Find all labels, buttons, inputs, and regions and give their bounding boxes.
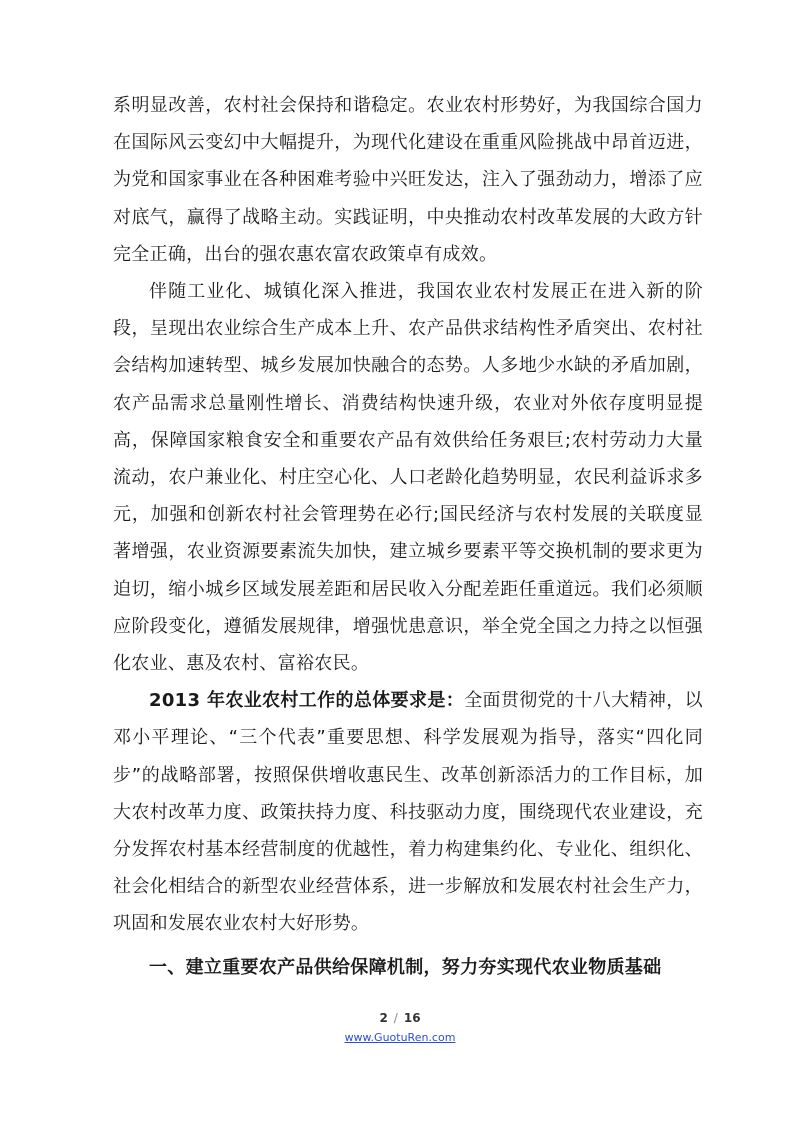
page-number: [0, 1010, 800, 1026]
paragraph-3-lead: 2013 年农业农村工作的总体要求是：: [149, 690, 465, 712]
site-link[interactable]: www.GuotuRen.com: [344, 1031, 456, 1044]
document-body: [113, 87, 703, 986]
page-current: 2: [379, 1011, 388, 1025]
paragraph-3-body: 全面贯彻党的十八大精神，以邓小平理论、“三个代表”重要思想、科学发展观为指导，落实“四化同步”的战略部署，按照保供增收惠民生、改革创新添活力的工作目标，加大农村改革力度、政策扶持力度、科技驱动力度，围绕现代农业建设，充分发挥农村基本经营制度的优越性，着力构建集约化、专业化、组织化、社会化相结合的新型农业经营体系，进一步解放和发展农村社会生产力，巩固和发展农业农村大好形势。: [113, 690, 703, 935]
paragraph-3: [113, 682, 703, 942]
section-heading: 一、建立重要农产品供给保障机制，努力夯实现代农业物质基础: [149, 956, 662, 978]
paragraph-1: 系明显改善，农村社会保持和谐稳定。农业农村形势好，为我国综合国力在国际风云变幻中大幅提升，为现代化建设在重重风险挑战中昂首迈进，为党和国家事业在各种困难考验中兴旺发达，注入了强劲动力，增添了应对底气，赢得了战略主动。实践证明，中央推动农村改革发展的大政方针完全正确，出台的强农惠农富农政策卓有成效。: [113, 95, 703, 265]
page-footer: [0, 1010, 800, 1045]
page-total: 16: [403, 1011, 421, 1025]
paragraph-2: 伴随工业化、城镇化深入推进，我国农业农村发展正在进入新的阶段，呈现出农业综合生产成本上升、农产品供求结构性矛盾突出、农村社会结构加速转型、城乡发展加快融合的态势。人多地少水缺的矛盾加剧，农产品需求总量刚性增长、消费结构快速升级，农业对外依存度明显提高，保障国家粮食安全和重要农产品有效供给任务艰巨;农村劳动力大量流动，农户兼业化、村庄空心化、人口老龄化趋势明显，农民利益诉求多元，加强和创新农村社会管理势在必行;国民经济与农村发展的关联度显著增强，农业资源要素流失加快，建立城乡要素平等交换机制的要求更为迫切，缩小城乡区域发展差距和居民收入分配差距任重道远。我们必须顺应阶段变化，遵循发展规律，增强忧患意识，举全党全国之力持之以恒强化农业、惠及农村、富裕农民。: [113, 281, 703, 675]
page-separator: /: [393, 1011, 398, 1025]
